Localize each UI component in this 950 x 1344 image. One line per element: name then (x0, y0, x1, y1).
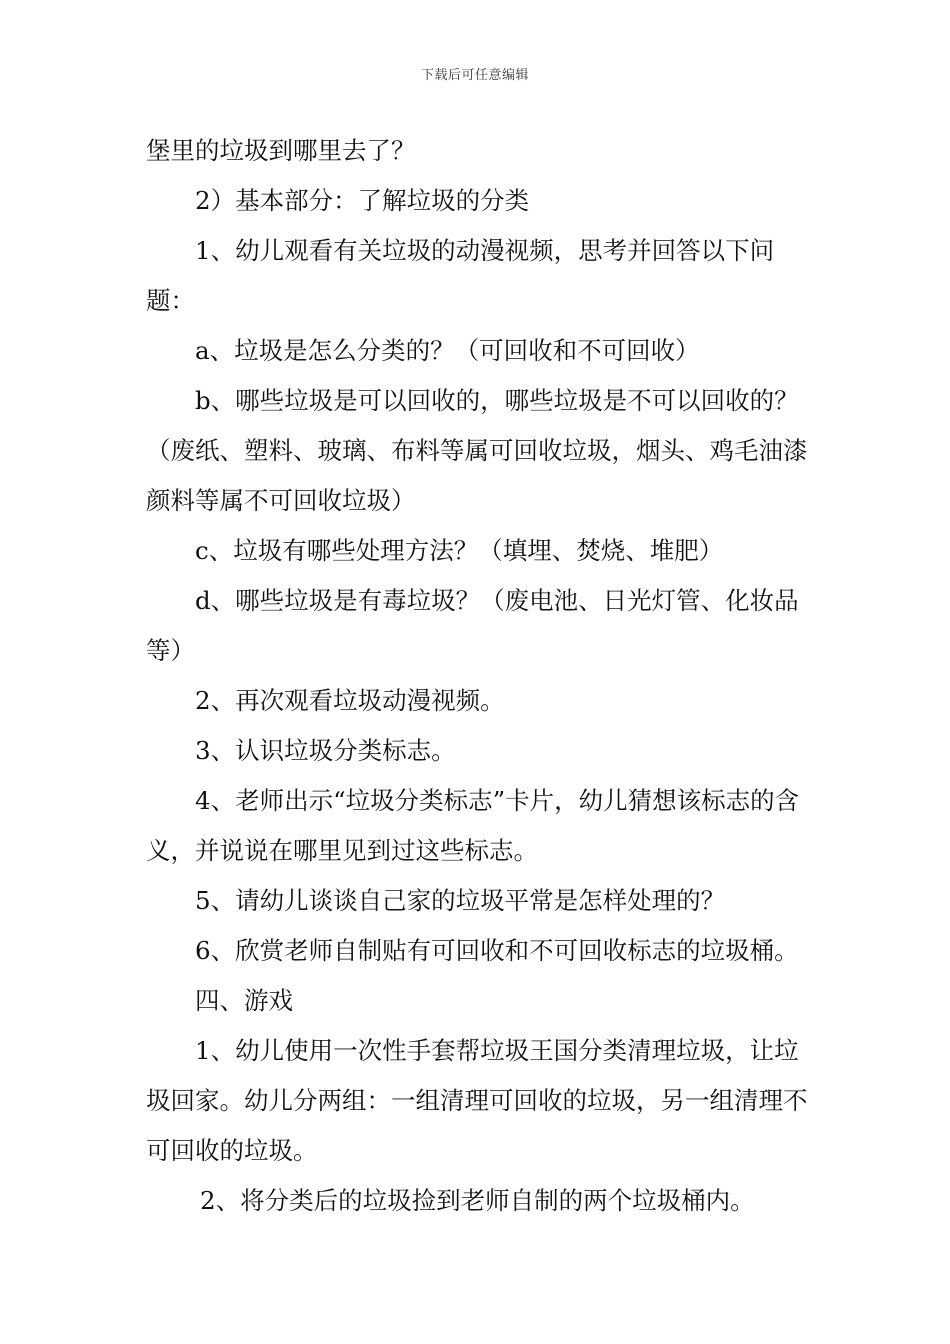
page-header: 下载后可任意编辑 (420, 68, 529, 83)
paragraph-section-game: 四、游戏 (195, 986, 293, 1015)
document-body (146, 126, 816, 1226)
paragraph-question-a: a、垃圾是怎么分类的？（可回收和不可回收） (195, 336, 700, 365)
paragraph-question-d: d、哪些垃圾是有毒垃圾？（废电池、日光灯管、化妆品等） (146, 586, 799, 665)
paragraph-step-4-cards: 4、老师出示“垃圾分类标志”卡片，幼儿猜想该标志的含义，并说说在哪里见到过这些标志。 (146, 786, 800, 865)
paragraph-question-c: c、垃圾有哪些处理方法？（填埋、焚烧、堆肥） (195, 536, 724, 565)
paragraph-step-3-signs: 3、认识垃圾分类标志。 (195, 736, 456, 765)
paragraph-continued-question: 堡里的垃圾到哪里去了？ (146, 136, 416, 165)
paragraph-step-5-home: 5、请幼儿谈谈自己家的垃圾平常是怎样处理的？ (195, 886, 726, 915)
paragraph-step-1-watch-video: 1、幼儿观看有关垃圾的动漫视频，思考并回答以下问题： (146, 236, 775, 315)
paragraph-section-basic: 2）基本部分：了解垃圾的分类 (195, 186, 530, 215)
paragraph-question-b: b、哪些垃圾是可以回收的，哪些垃圾是不可以回收的？（废纸、塑料、玻璃、布料等属可回收垃圾，烟头、鸡毛油漆颜料等属不可回收垃圾） (146, 386, 808, 515)
paragraph-step-2-rewatch: 2、再次观看垃圾动漫视频。 (195, 686, 505, 715)
paragraph-game-step-1: 1、幼儿使用一次性手套帮垃圾王国分类清理垃圾，让垃圾回家。幼儿分两组：一组清理可回收的垃圾，另一组清理不可回收的垃圾。 (146, 1036, 808, 1165)
paragraph-step-6-bins: 6、欣赏老师自制贴有可回收和不可回收标志的垃圾桶。 (195, 936, 799, 965)
paragraph-game-step-2: 2、将分类后的垃圾捡到老师自制的两个垃圾桶内。 (200, 1186, 755, 1215)
